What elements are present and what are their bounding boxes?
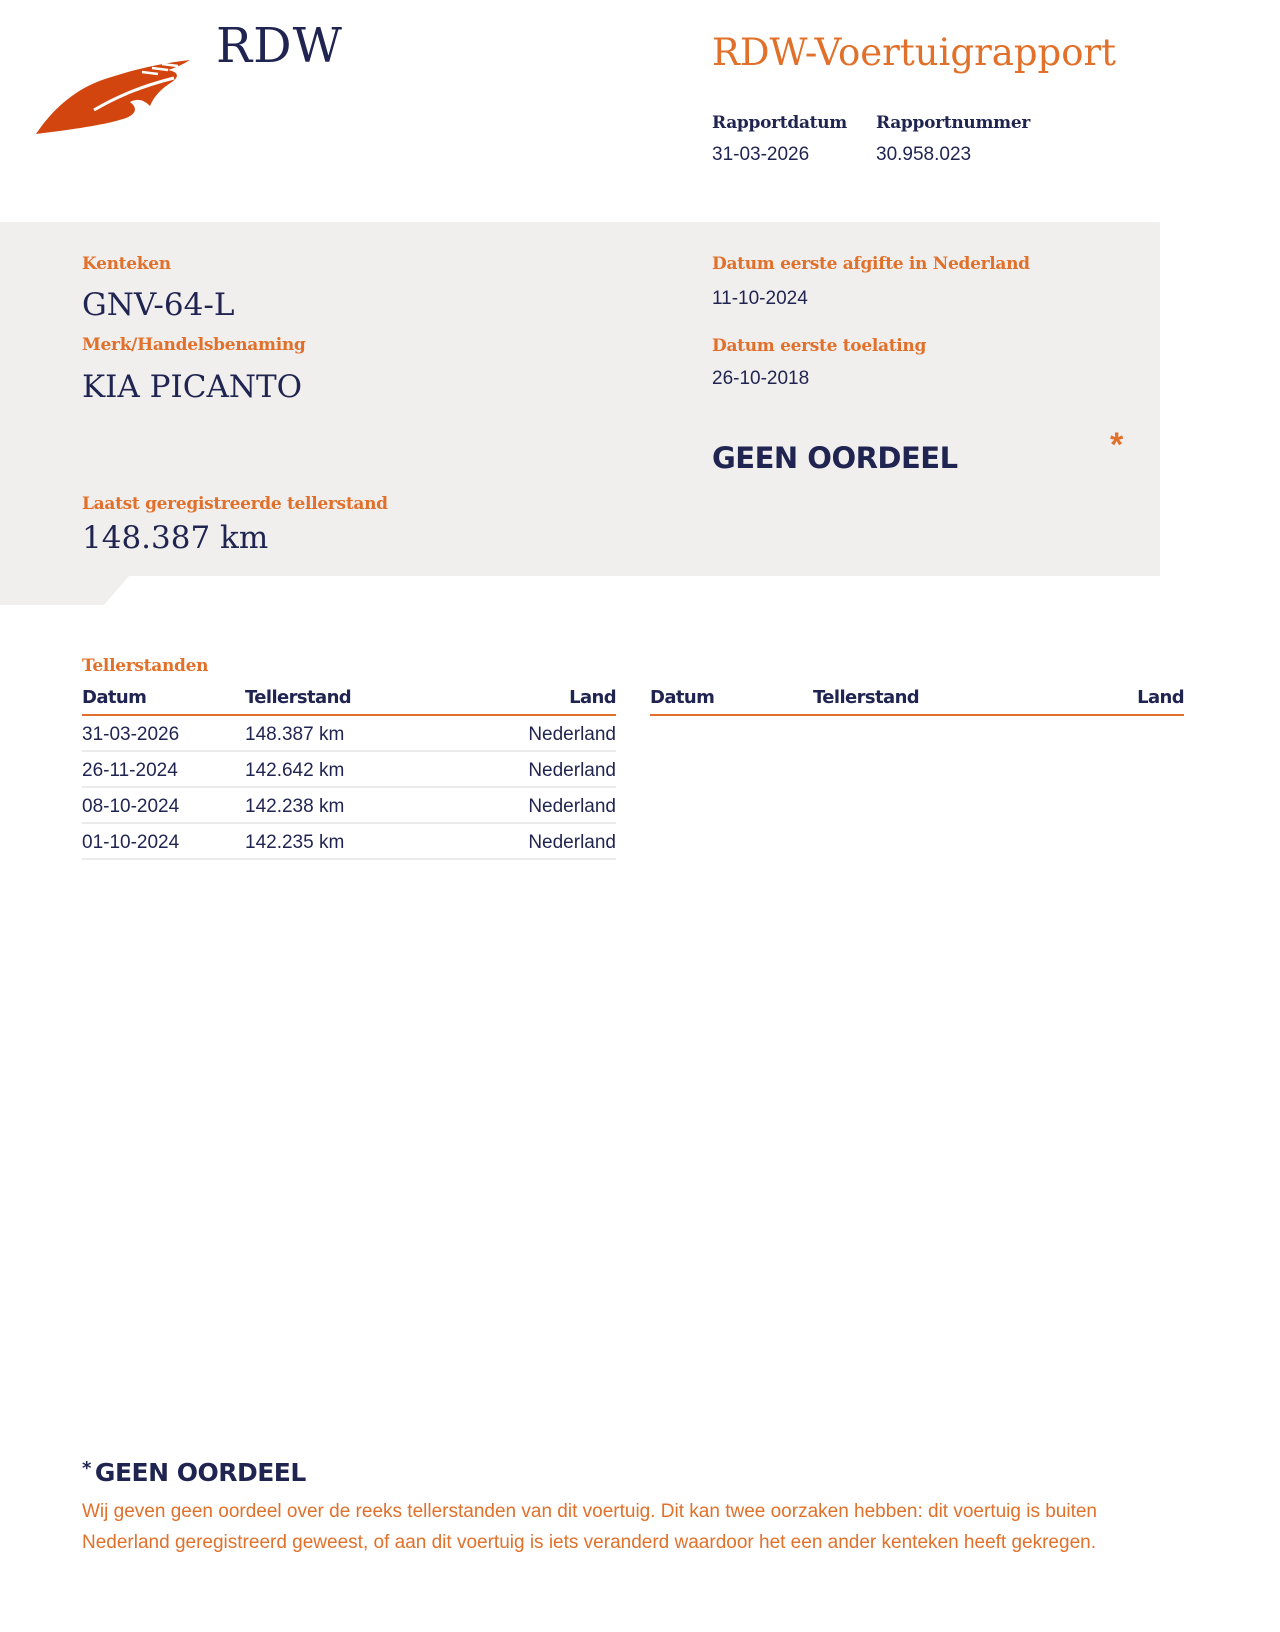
first-admission-date: 26-10-2018 <box>712 368 810 389</box>
report-date: 31-03-2026 <box>712 144 810 165</box>
odometer-value: 148.387 km <box>82 520 269 556</box>
table-row <box>82 716 616 752</box>
reading-value: 142.235 km <box>245 832 345 853</box>
column-header-reading: Tellerstand <box>813 687 920 708</box>
vehicle-make: KIA PICANTO <box>82 369 303 405</box>
first-issue-nl-date: 11-10-2024 <box>712 288 808 309</box>
readings-title: Tellerstanden <box>82 656 209 676</box>
reading-date: 31-03-2026 <box>82 724 180 745</box>
odometer-label: Laatst geregistreerde tellerstand <box>82 494 388 514</box>
report-number-label: Rapportnummer <box>876 113 1031 133</box>
reading-country: Nederland <box>528 832 616 853</box>
footnote-heading: GEEN OORDEEL <box>94 1458 306 1487</box>
report-number: 30.958.023 <box>876 144 972 165</box>
make-label: Merk/Handelsbenaming <box>82 335 306 355</box>
first-issue-nl-label: Datum eerste afgifte in Nederland <box>712 254 1030 274</box>
reading-date: 26-11-2024 <box>82 760 178 781</box>
reading-date: 08-10-2024 <box>82 796 180 817</box>
column-header-date: Datum <box>650 687 715 708</box>
brand-name: RDW <box>216 18 343 74</box>
reading-value: 142.238 km <box>245 796 345 817</box>
footnote-title <box>82 1460 306 1485</box>
reading-country: Nederland <box>528 724 616 745</box>
reading-date: 01-10-2024 <box>82 832 180 853</box>
footnote-asterisk: * <box>82 1458 91 1479</box>
report-date-label: Rapportdatum <box>712 113 847 133</box>
column-header-reading: Tellerstand <box>245 687 352 708</box>
reading-country: Nederland <box>528 760 616 781</box>
table-row <box>82 788 616 824</box>
reading-value: 142.642 km <box>245 760 345 781</box>
table-header <box>650 686 1184 716</box>
table-row <box>82 752 616 788</box>
column-header-country: Land <box>1137 687 1184 708</box>
readings-table-right <box>650 686 1184 716</box>
table-row <box>82 824 616 860</box>
report-title: RDW-Voertuigrapport <box>712 31 1117 74</box>
verdict: GEEN OORDEEL <box>712 441 958 475</box>
first-admission-label: Datum eerste toelating <box>712 336 927 356</box>
column-header-country: Land <box>569 687 616 708</box>
panel-corner-decoration <box>0 575 130 605</box>
footnote-text: Wij geven geen oordeel over de reeks tellerstanden van dit voertuig. Dit kan twee oorzaken hebben: dit voertuig is buiten Nederland geregistreerd geweest, of aan dit voertuig is iets veranderd waardoor het een ander kenteken heeft gekregen. <box>82 1501 1097 1553</box>
reading-value: 148.387 km <box>245 724 345 745</box>
column-header-date: Datum <box>82 687 147 708</box>
reading-country: Nederland <box>528 796 616 817</box>
verdict-asterisk: * <box>1110 426 1124 464</box>
rdw-feather-logo-icon <box>34 52 194 136</box>
plate-label: Kenteken <box>82 254 171 274</box>
license-plate: GNV-64-L <box>82 287 235 323</box>
readings-table-left <box>82 686 616 860</box>
table-header <box>82 686 616 716</box>
